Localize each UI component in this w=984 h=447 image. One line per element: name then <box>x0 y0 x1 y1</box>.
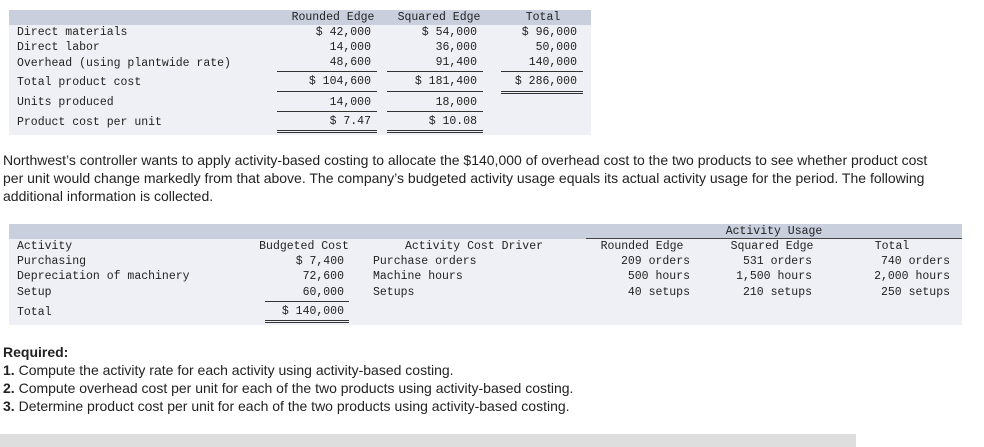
problem-description: Northwest’s controller wants to apply activity-based costing to allocate the $140,000 of overhead cost to the two products to see whether product cost per unit would change markedly from that above. The company’s budgeted activity usage equals its actual activity usage for the period. The following additional information is collected. <box>3 152 928 204</box>
cell-value: 36,000 <box>435 41 477 54</box>
required-item-1: 1. Compute the activity rate for each activity using activity-based costing. <box>3 362 454 378</box>
cell-driver: Machine hours <box>373 270 463 283</box>
cell-value: 14,000 <box>329 41 371 54</box>
required-item-3: 3. Determine product cost per unit for each of the two products using activity-based costing. <box>3 398 570 414</box>
cell-squared: 210 setups <box>742 286 812 299</box>
total-cost: $ 140,000 <box>281 305 344 318</box>
row-label: Total product cost <box>17 76 142 89</box>
sum-underline <box>277 91 377 92</box>
row-label: Direct materials <box>17 26 128 39</box>
sum-underline <box>501 71 583 72</box>
col-header-budgeted-cost: Budgeted Cost <box>259 240 349 253</box>
cell-value: 48,600 <box>329 56 371 69</box>
cell-driver: Purchase orders <box>373 255 477 268</box>
cell-value: $ 104,600 <box>308 75 371 88</box>
col-header-squared-edge: Squared Edge <box>397 11 481 24</box>
cell-value: 50,000 <box>535 41 577 54</box>
cell-value: $ 54,000 <box>421 26 477 39</box>
sum-underline <box>265 301 349 302</box>
required-item-2: 2. Compute overhead cost per unit for each of the two products using activity-based costing. <box>3 380 574 396</box>
col-header-squared-edge: Squared Edge <box>730 240 814 253</box>
row-label: Direct labor <box>17 41 100 54</box>
double-underline <box>501 91 583 94</box>
col-header-total: Total <box>525 11 561 24</box>
required-section <box>3 343 573 415</box>
sum-underline <box>387 91 483 92</box>
product-cost-table <box>9 10 591 135</box>
cell-value: $ 181,400 <box>414 75 477 88</box>
cell-rounded: 209 orders <box>620 255 690 268</box>
cell-cost: 72,600 <box>302 270 344 283</box>
cell-rounded: 500 hours <box>627 270 690 283</box>
sum-underline <box>277 111 377 112</box>
cell-value: 91,400 <box>435 56 477 69</box>
row-label: Product cost per unit <box>17 116 162 129</box>
cell-activity: Purchasing <box>17 255 87 268</box>
double-underline <box>387 130 483 133</box>
required-heading: Required: <box>3 344 69 360</box>
cell-value: $ 10.08 <box>428 115 477 128</box>
cell-rounded: 40 setups <box>627 286 690 299</box>
cell-value: 18,000 <box>435 96 477 109</box>
cell-cost: 60,000 <box>302 286 344 299</box>
cell-total: 250 setups <box>880 286 950 299</box>
cell-value: 14,000 <box>329 96 371 109</box>
cell-value: 140,000 <box>528 56 577 69</box>
cell-activity: Setup <box>17 286 52 299</box>
double-underline <box>265 320 349 323</box>
answer-panel-bar <box>0 434 856 447</box>
activity-table <box>9 224 962 325</box>
group-header-rule <box>586 238 962 239</box>
col-header-rounded-edge: Rounded Edge <box>600 240 684 253</box>
col-header-activity: Activity <box>17 240 73 253</box>
cell-total: 2,000 hours <box>874 270 950 283</box>
cell-value: $ 286,000 <box>514 75 577 88</box>
group-header-activity-usage: Activity Usage <box>725 225 823 238</box>
double-underline <box>277 130 377 133</box>
row-label: Overhead (using plantwide rate) <box>17 57 231 70</box>
sum-underline <box>277 71 377 72</box>
row-label: Units produced <box>17 96 114 109</box>
total-label: Total <box>17 306 52 319</box>
cell-driver: Setups <box>373 286 415 299</box>
col-header-rounded-edge: Rounded Edge <box>291 11 375 24</box>
cell-total: 740 orders <box>880 255 950 268</box>
cell-value: $ 96,000 <box>521 26 577 39</box>
cell-activity: Depreciation of machinery <box>17 270 190 283</box>
col-header-total: Total <box>874 240 910 253</box>
sum-underline <box>387 111 483 112</box>
cell-squared: 1,500 hours <box>736 270 812 283</box>
cell-cost: $ 7,400 <box>295 255 344 268</box>
sum-underline <box>387 71 483 72</box>
cell-value: $ 7.47 <box>329 115 371 128</box>
cell-squared: 531 orders <box>742 255 812 268</box>
cell-value: $ 42,000 <box>315 26 371 39</box>
col-header-cost-driver: Activity Cost Driver <box>404 240 544 253</box>
